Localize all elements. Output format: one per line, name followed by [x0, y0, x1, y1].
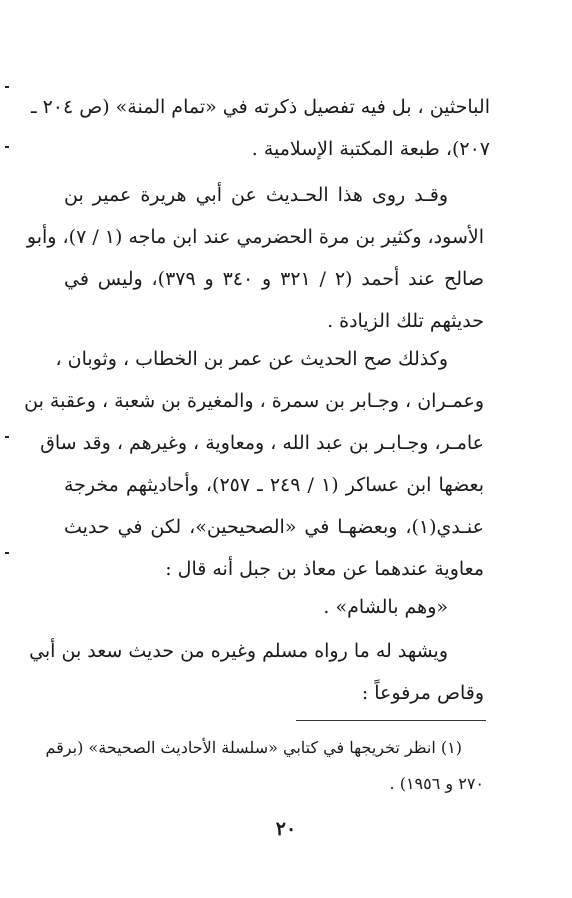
footnote	[45, 730, 484, 802]
margin-mark	[5, 436, 9, 438]
page-number: ٢٠	[275, 818, 297, 840]
text-line: ويشهد له ما رواه مسلم وغيره من حديث سعد بن أبي	[29, 640, 448, 662]
text-line: وقـد روى هذا الحـديث عن أبي هريرة عمير بن	[64, 184, 448, 206]
paragraph-2	[26, 174, 484, 342]
text-line: الباحثين ، بل فيه تفصيل ذكرته في «تمام المنة» (ص ٢٠٤ ـ	[30, 96, 490, 118]
paragraph-3	[24, 338, 485, 590]
footnote-line: (١) انظر تخريجها في كتابي «سلسلة الأحاديث الصحيحة» (برقم	[45, 738, 462, 757]
text-line: حديثهم تلك الزيادة .	[327, 310, 484, 332]
text-line: وكذلك صح الحديث عن عمر بن الخطاب ، وثوبان ،	[55, 348, 448, 370]
margin-mark	[5, 146, 9, 148]
margin-mark	[5, 552, 9, 554]
paragraph-4	[64, 586, 484, 628]
text-line: صالح عند أحمد (٢ / ٣٢١ و ٣٤٠ و ٣٧٩)، وليس في	[64, 268, 484, 290]
footnote-line: ٢٧٠ و ١٩٥٦) .	[389, 774, 484, 793]
text-line: بعضها ابن عساكر (١ / ٢٤٩ ـ ٢٥٧)، وأحاديثهم مخرجة	[64, 474, 485, 496]
paragraph-5	[29, 630, 484, 714]
paragraph-1	[30, 86, 490, 170]
text-line: «وهم بالشام» .	[323, 596, 448, 618]
text-line: الأسود، وكثير بن مرة الحضرمي عند ابن ماجه (١ / ٧)، وأبو	[26, 226, 484, 248]
text-line: عنـدي(١)، وبعضهـا في «الصحيحين»، لكن في حديث	[64, 516, 484, 538]
text-line: وعمـران ، وجـابر بن سمرة ، والمغيرة بن شعبة ، وعقبة بن	[24, 390, 484, 412]
text-line: ٢٠٧)، طبعة المكتبة الإسلامية .	[251, 138, 490, 160]
margin-mark	[5, 86, 9, 88]
footnote-separator	[296, 720, 486, 721]
text-line: عامـر، وجـابـر بن عبد الله ، ومعاوية ، وغيرهم ، وقد ساق	[40, 432, 484, 454]
text-line: معاوية عندهما عن معاذ بن جبل أنه قال :	[165, 558, 484, 580]
text-line: وقاص مرفوعاً :	[361, 682, 484, 704]
